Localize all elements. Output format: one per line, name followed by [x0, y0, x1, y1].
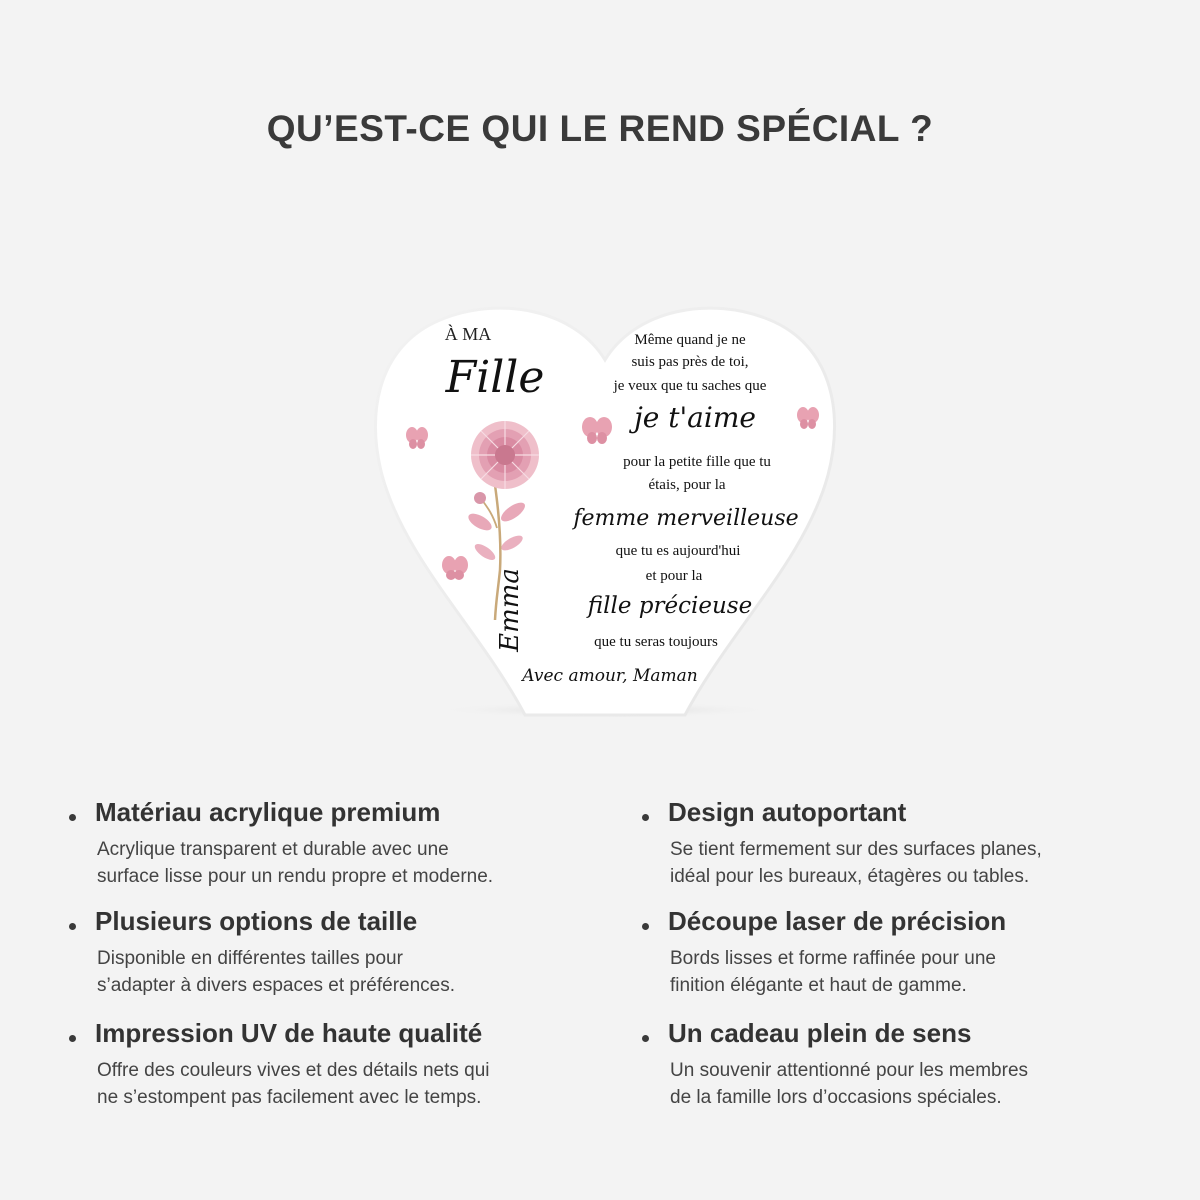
feature-description: Offre des couleurs vives et des détails nets qui ne s’estompent pas facilement avec le temps.	[97, 1060, 490, 1108]
heart-plaque-svg	[360, 300, 850, 720]
feature-title: Impression UV de haute qualité	[95, 1018, 483, 1048]
feature-title: Un cadeau plein de sens	[668, 1018, 972, 1048]
page-title: QU’EST-CE QUI LE REND SPÉCIAL ?	[266, 108, 934, 149]
feature-title: Découpe laser de précision	[668, 906, 1007, 936]
feature-item	[95, 906, 615, 999]
feature-description: Bords lisses et forme raffinée pour une finition élégante et haut de gamme.	[670, 948, 996, 996]
message-script: femme merveilleuse	[573, 506, 799, 531]
bullet-icon	[642, 923, 649, 930]
heading-script: Fille	[445, 352, 545, 403]
name-vertical: Emma	[495, 568, 525, 652]
flower-bud	[474, 492, 486, 504]
bullet-icon	[69, 1035, 76, 1042]
bullet-icon	[69, 923, 76, 930]
feature-title: Matériau acrylique premium	[95, 797, 441, 827]
feature-item	[668, 906, 1188, 999]
feature-description: Disponible en différentes tailles pour s’adapter à divers espaces et préférences.	[97, 948, 456, 996]
message-line: Même quand je ne	[634, 332, 746, 348]
feature-item	[668, 797, 1188, 890]
message-line: suis pas près de toi,	[631, 354, 749, 370]
message-script: je t'aime	[634, 401, 756, 434]
message-line: que tu es aujourd'hui	[615, 543, 741, 559]
bullet-icon	[642, 814, 649, 821]
heart-plaque-image	[360, 300, 850, 720]
feature-title: Design autoportant	[668, 797, 907, 827]
feature-item	[668, 1018, 1188, 1111]
signature: Avec amour, Maman	[522, 666, 698, 686]
bullet-icon	[642, 1035, 649, 1042]
feature-description: Acrylique transparent et durable avec une surface lisse pour un rendu propre et moderne.	[97, 839, 494, 887]
message-line: que tu seras toujours	[594, 634, 718, 650]
message-line: je veux que tu saches que	[613, 378, 767, 394]
heading-small: À MA	[444, 324, 492, 344]
message-line: étais, pour la	[648, 477, 726, 493]
message-line: pour la petite fille que tu	[623, 454, 771, 470]
message-line: et pour la	[645, 568, 703, 584]
feature-title: Plusieurs options de taille	[95, 906, 418, 936]
bullet-icon	[69, 814, 76, 821]
feature-description: Se tient fermement sur des surfaces planes, idéal pour les bureaux, étagères ou tables.	[670, 839, 1042, 887]
feature-item	[95, 1018, 615, 1111]
feature-item	[95, 797, 615, 890]
message-script: fille précieuse	[587, 593, 753, 619]
feature-description: Un souvenir attentionné pour les membres de la famille lors d’occasions spéciales.	[670, 1060, 1029, 1108]
chrysanthemum-flower	[471, 421, 539, 489]
